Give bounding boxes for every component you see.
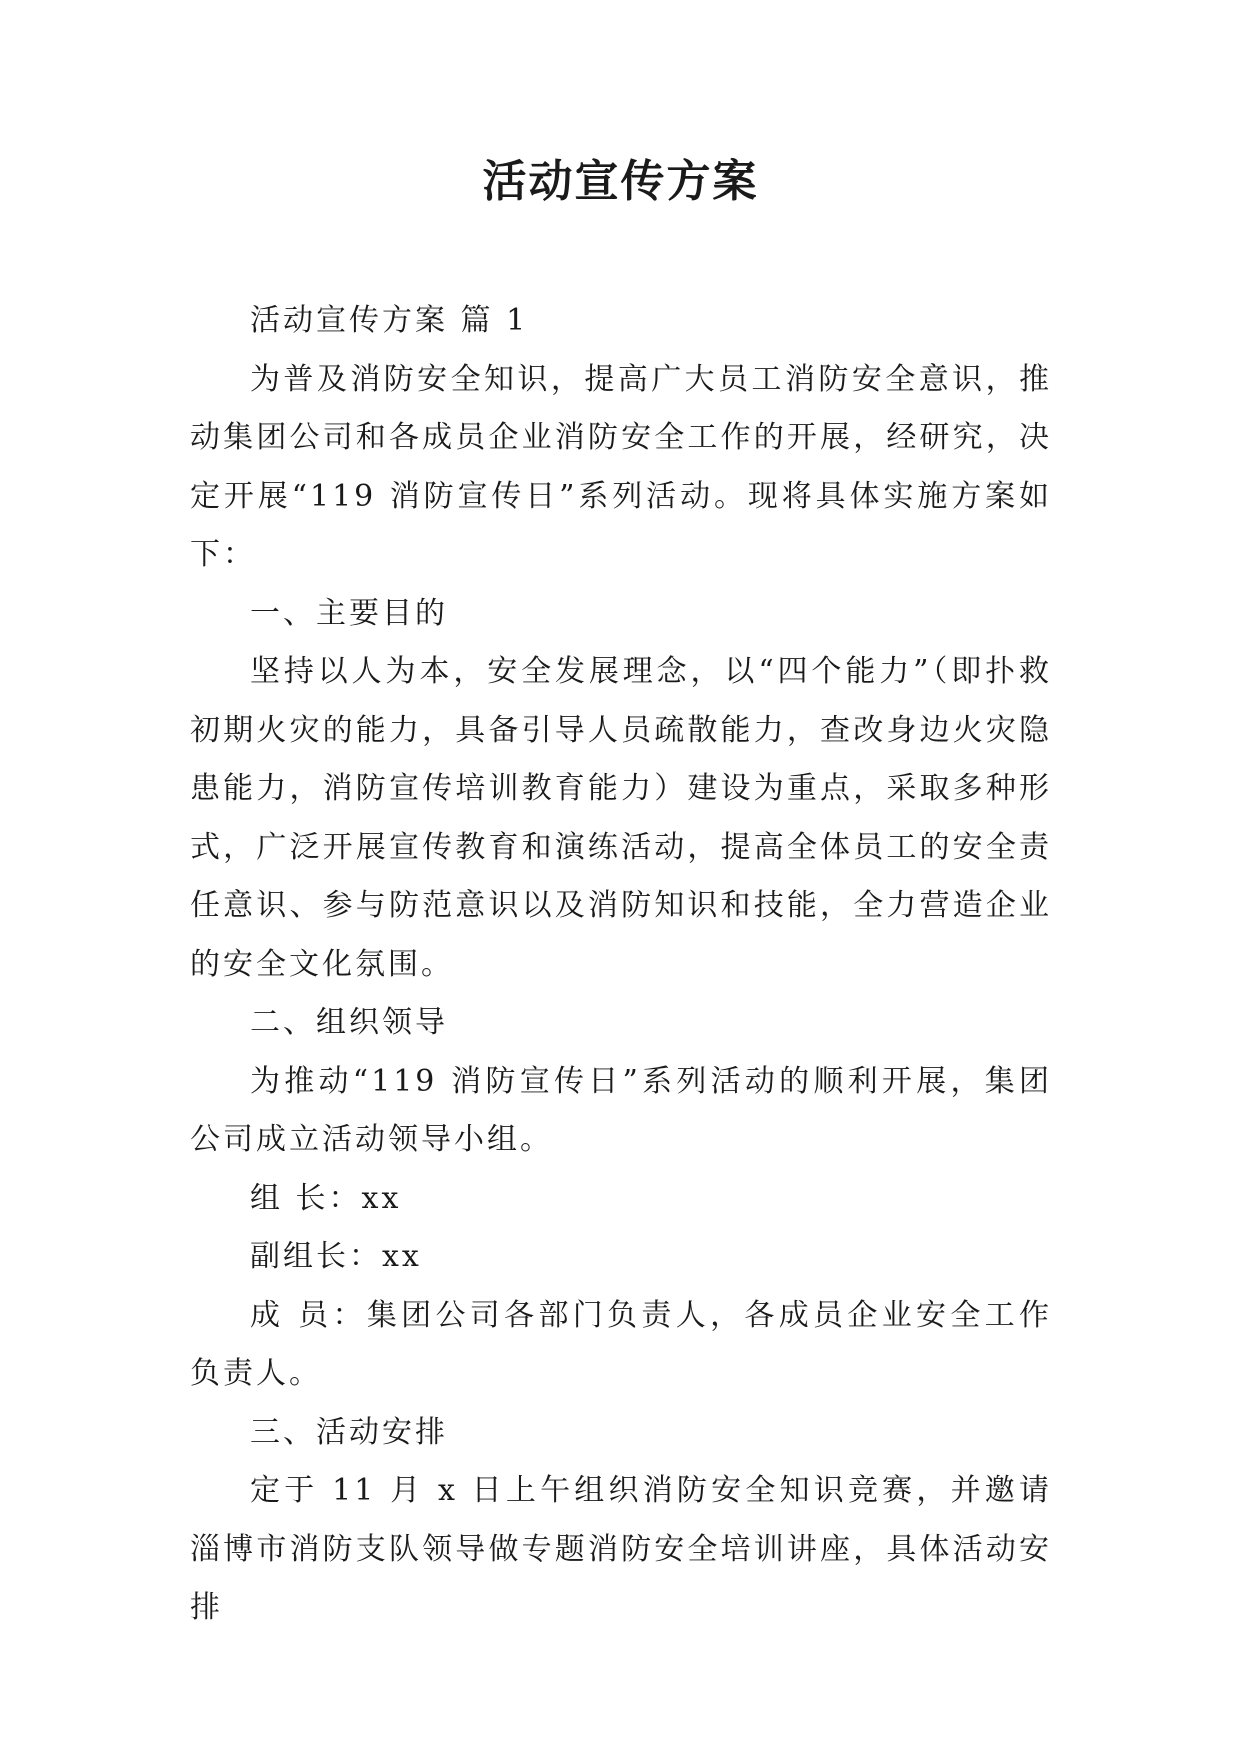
purpose-paragraph: 坚持以人为本，安全发展理念，以“四个能力”（即扑救初期火灾的能力，具备引导人员疏散能力，查改身边火灾隐患能力，消防宣传培训教育能力）建设为重点，采取多种形式，广泛开展宣传教育和演练活动，提高全体员工的安全责任意识、参与防范意识以及消防知识和技能，全力营造企业的安全文化氛围。 — [190, 654, 1052, 982]
arrangement-paragraph: 定于 11 月 x 日上午组织消防安全知识竞赛，并邀请淄博市消防支队领导做专题消防安全培训讲座，具体活动安排 — [190, 1473, 1052, 1625]
document-title: 活动宣传方案 — [482, 156, 759, 207]
deputy-leader-line: 副组长：xx — [250, 1239, 422, 1274]
intro-paragraph: 为普及消防安全知识，提高广大员工消防安全意识，推动集团公司和各成员企业消防安全工作的开展，经研究，决定开展“119 消防宣传日”系列活动。现将具体实施方案如下： — [190, 361, 1052, 572]
section-heading-purpose: 一、主要目的 — [250, 595, 448, 631]
leadership-paragraph: 为推动“119 消防宣传日”系列活动的顺利开展，集团公司成立活动领导小组。 — [190, 1063, 1052, 1157]
section-heading-leadership: 二、组织领导 — [250, 1005, 448, 1040]
document-body — [190, 292, 1052, 1638]
leader-line: 组 长：xx — [250, 1180, 402, 1216]
members-line: 成 员：集团公司各部门负责人，各成员企业安全工作负责人。 — [190, 1297, 1052, 1391]
section-heading-part-1: 活动宣传方案 篇 1 — [250, 303, 529, 338]
section-heading-arrangement: 三、活动安排 — [250, 1414, 448, 1450]
